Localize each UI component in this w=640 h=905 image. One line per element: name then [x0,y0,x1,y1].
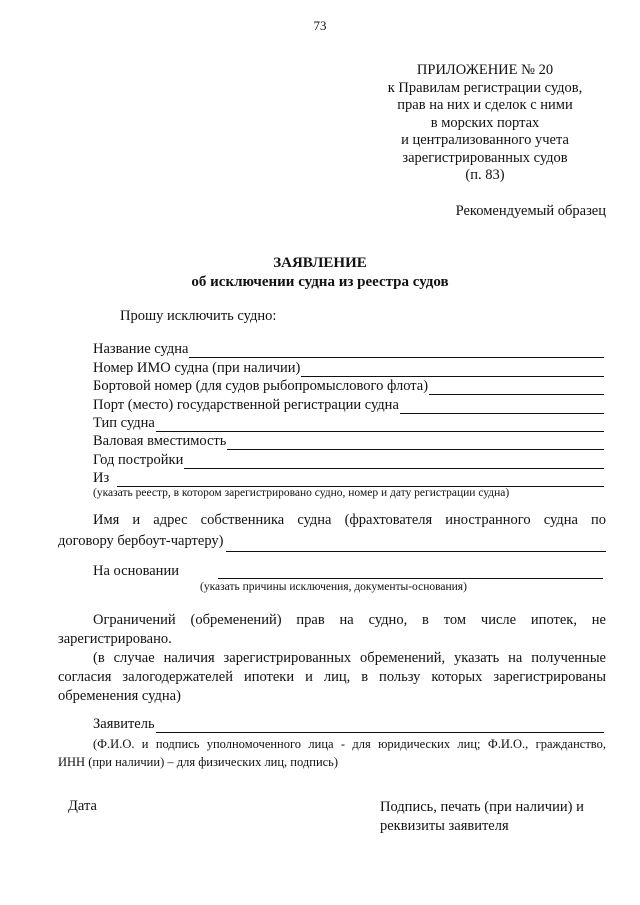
appendix-line: (п. 83) [465,167,505,183]
field-label: Валовая вместимость [93,433,227,450]
fill-line[interactable] [156,418,604,432]
signature-line-2: реквизиты заявителя [380,818,509,834]
field-label: Название судна [93,341,189,358]
registry-hint: (указать реестр, в котором зарегистрировано судно, номер и дату регистрации судна) [93,487,510,500]
field-registration-port [93,395,604,413]
restrictions-line-1: Ограничений (обременений) прав на судно, в том числе ипотек, не [93,612,606,628]
field-vessel-name [93,340,604,358]
fill-line[interactable] [226,537,606,552]
appendix-line: прав на них и сделок с ними [397,97,573,113]
owner-section [58,510,606,552]
field-gross-tonnage [93,432,604,450]
signature-line-1: Подпись, печать (при наличии) и [380,799,584,815]
appendix-line: к Правилам регистрации судов, [387,79,583,96]
page-number: 73 [313,18,327,33]
restrictions-line-5: обременения судна) [58,688,181,704]
applicant-row [93,716,604,733]
applicant-hint-line-2: ИНН (при наличии) – для физических лиц, подпись) [58,755,339,769]
fill-line[interactable] [429,381,604,395]
field-vessel-type [93,414,604,432]
fill-line[interactable] [227,436,604,450]
restrictions-line-4: согласия залогодержателей ипотеки и лиц, в пользу которых зарегистрированы [58,669,606,685]
owner-line-2: договору бербоут-чартеру) [58,533,224,549]
field-board-number [93,377,604,395]
signature-block [380,798,584,836]
restrictions-line-2: зарегистрировано. [58,631,172,647]
field-imo-number [93,358,604,376]
title-text: ЗАЯВЛЕНИЕ [273,255,367,271]
sample-note: Рекомендуемый образец [455,203,606,219]
field-label: Год постройки [93,451,184,468]
basis-fill-line[interactable] [218,578,603,579]
owner-line-1: Имя и адрес собственника судна (фрахтователя иностранного судна по [93,512,606,528]
applicant-hint-line-1: (Ф.И.О. и подпись уполномоченного лица - для юридических лиц; Ф.И.О., гражданство, [93,737,606,751]
applicant-label: Заявитель [93,716,155,732]
document-title [0,254,640,292]
vessel-fields [93,340,604,499]
field-label: Номер ИМО судна (при наличии) [93,359,301,376]
intro-text: Прошу исключить судно: [120,308,277,324]
fill-line[interactable] [117,473,604,487]
field-from-registry [93,469,604,487]
fill-line[interactable] [189,344,604,358]
fill-line[interactable] [184,455,604,469]
field-label: Порт (место) государственной регистрации судна [93,396,399,413]
owner-row-2 [58,531,606,552]
basis-label: На основании [93,563,179,579]
field-label: Тип судна [93,414,155,431]
field-label: Бортовой номер (для судов рыбопромыслового флота) [93,378,429,395]
appendix-line: зарегистрированных судов [402,149,568,166]
field-build-year [93,450,604,468]
restrictions-section [58,611,606,706]
subtitle-text: об исключении судна из реестра судов [191,274,449,290]
date-label: Дата [68,798,97,814]
appendix-line: ПРИЛОЖЕНИЕ № 20 [416,62,554,78]
fill-line[interactable] [400,400,604,414]
appendix-header [360,62,610,185]
fill-line[interactable] [301,363,604,377]
fill-line[interactable] [156,719,604,733]
applicant-hint [58,735,606,771]
appendix-line: и централизованного учета [401,132,569,148]
basis-hint: (указать причины исключения, документы-основания) [200,581,467,593]
appendix-line: в морских портах [430,114,540,131]
field-label: Из [93,470,110,487]
restrictions-line-3: (в случае наличия зарегистрированных обременений, указать на полученные [93,650,606,666]
